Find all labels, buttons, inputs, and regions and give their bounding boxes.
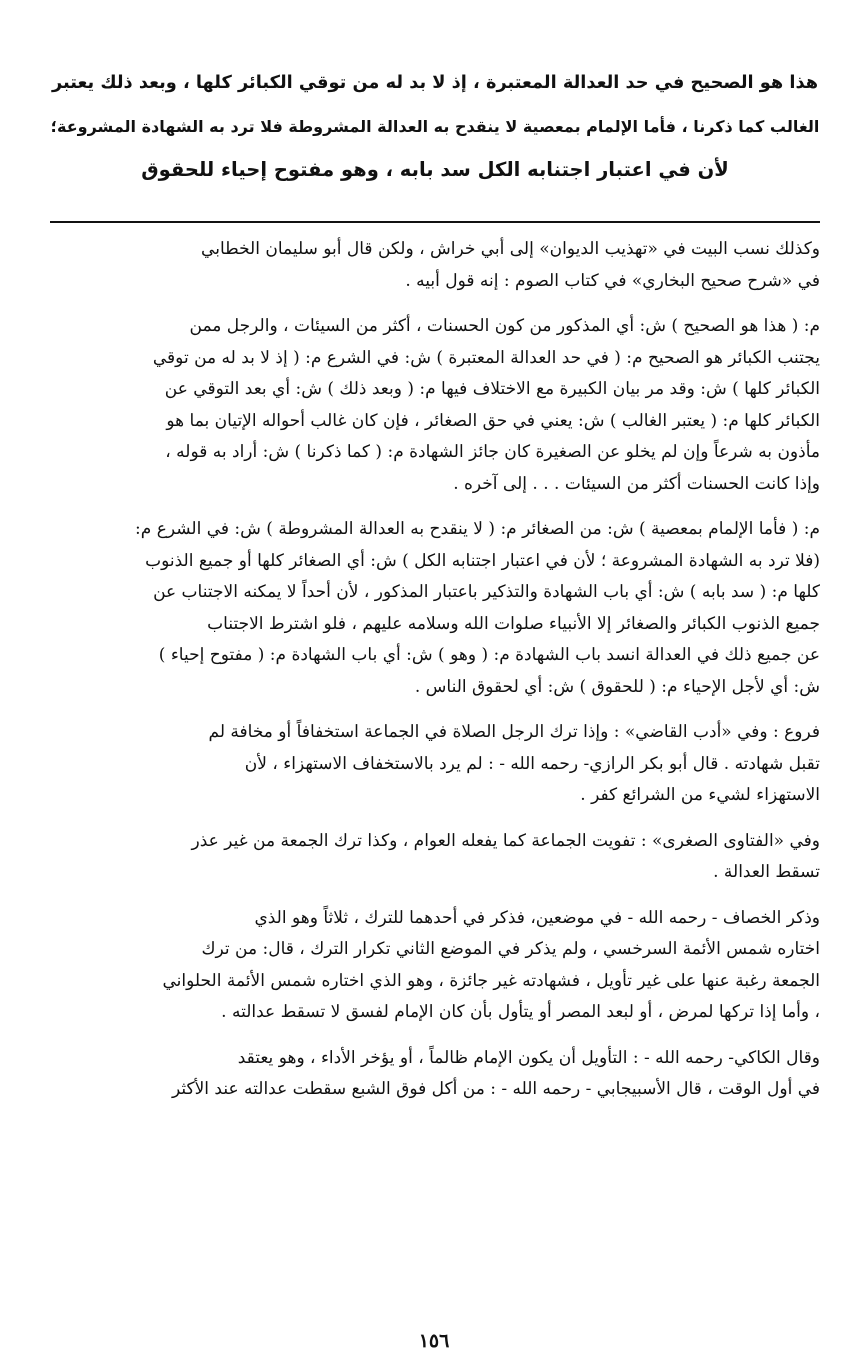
commentary-line: (فلا ترد به الشهادة المشروعة ؛ لأن في اعتبار اجتنابه الكل ) ش: أي الصغائر كلها أو جميع الذنوب bbox=[145, 550, 820, 571]
commentary-paragraph bbox=[50, 1043, 820, 1106]
commentary-line: في أول الوقت ، قال الأسبيجابي - رحمه الله - : من أكل فوق الشبع سقطت عدالته عند الأكثر bbox=[172, 1079, 820, 1099]
commentary-line: في «شرح صحيح البخاري» في كتاب الصوم : إنه قول أبيه . bbox=[405, 270, 820, 291]
main-text-line: الغالب كما ذكرنا ، فأما الإلمام بمعصية لا ينقدح به العدالة المشروطة فلا ترد به الشهادة المشروعة؛ bbox=[50, 117, 820, 136]
commentary-line: الكبائر كلها ) ش: وقد مر بيان الكبيرة مع الاختلاف فيها م: ( وبعد ذلك ) ش: أي بعد التوقي عن bbox=[164, 379, 820, 399]
commentary-line: الاستهزاء لشيء من الشرائع كفر . bbox=[580, 785, 820, 805]
commentary-line: وقال الكاكي- رحمه الله - : التأويل أن يكون الإمام ظالماً ، أو يؤخر الأداء ، وهو يعتقد bbox=[237, 1047, 820, 1068]
commentary-line: فروع : وفي «أدب القاضي» : وإذا ترك الرجل الصلاة في الجماعة استخفافاً أو مخافة لم bbox=[208, 722, 820, 742]
commentary-line: وكذلك نسب البيت في «تهذيب الديوان» إلى أبي خراش ، ولكن قال أبو سليمان الخطابي bbox=[201, 239, 820, 259]
commentary-line: تسقط العدالة . bbox=[713, 862, 820, 882]
main-text bbox=[50, 62, 820, 191]
page-number: ١٥٦ bbox=[418, 1330, 450, 1352]
commentary-line: وذكر الخصاف - رحمه الله - في موضعين، فذكر في أحدهما للترك ، ثلاثاً وهو الذي bbox=[254, 907, 820, 928]
commentary-line: كلها م: ( سد بابه ) ش: أي باب الشهادة والتذكير باعتبار المذكور ، لأن أحداً لا يمكنه الاجتناب عن bbox=[153, 582, 820, 602]
commentary-line: عن جميع ذلك في العدالة انسد باب الشهادة م: ( وهو ) ش: أي باب الشهادة م: ( مفتوح إحياء ) bbox=[158, 645, 820, 665]
commentary-paragraph bbox=[50, 826, 820, 889]
commentary-paragraph bbox=[50, 234, 820, 297]
commentary-line: ش: أي لأجل الإحياء م: ( للحقوق ) ش: أي لحقوق الناس . bbox=[414, 676, 820, 697]
commentary bbox=[50, 234, 820, 1120]
commentary-paragraph bbox=[50, 903, 820, 1029]
commentary-line: وإذا كانت الحسنات أكثر من السيئات . . . إلى آخره . bbox=[453, 473, 820, 494]
main-text-line: لأن في اعتبار اجتنابه الكل سد بابه ، وهو مفتوح إحياء للحقوق bbox=[141, 158, 729, 181]
commentary-line: الجمعة رغبة عنها على غير تأويل ، فشهادته غير جائزة ، وهو الذي اختاره شمس الأئمة الحلواني bbox=[162, 970, 820, 991]
commentary-line: الكبائر كلها م: ( يعتبر الغالب ) ش: يعني في حق الصغائر ، فإن كان غالب أحواله الإتيان بما هو bbox=[166, 410, 820, 431]
separator-rule bbox=[50, 221, 820, 223]
commentary-line: يجتنب الكبائر هو الصحيح م: ( في حد العدالة المعتبرة ) ش: في الشرع م: ( إذ لا بد له من توقي bbox=[152, 347, 820, 368]
commentary-line: اختاره شمس الأئمة السرخسي ، ولم يذكر في الموضع الثاني تكرار الترك ، قال: من ترك bbox=[201, 939, 820, 959]
commentary-line: ، وأما إذا تركها لمرض ، أو لبعد المصر أو يتأول بأن كان الإمام لفسق لا تسقط عدالته . bbox=[221, 1002, 820, 1022]
commentary-paragraph bbox=[50, 311, 820, 500]
commentary-line: جميع الذنوب الكبائر والصغائر إلا الأنبياء صلوات الله وسلامه عليهم ، فلو اشترط الاجتناب bbox=[207, 613, 820, 634]
commentary-line: وفي «الفتاوى الصغرى» : تفويت الجماعة كما يفعله العوام ، وكذا ترك الجمعة من غير عذر bbox=[191, 830, 820, 851]
commentary-paragraph bbox=[50, 514, 820, 703]
main-text-line: هذا هو الصحيح في حد العدالة المعتبرة ، إذ لا بد له من توقي الكبائر كلها ، وبعد ذلك يعتبر bbox=[51, 73, 819, 93]
commentary-paragraph bbox=[50, 717, 820, 812]
commentary-line: مأذون به شرعاً وإن لم يخلو عن الصغيرة كان جائز الشهادة م: ( كما ذكرنا ) ش: أراد به قوله ، bbox=[165, 442, 820, 462]
commentary-line: تقبل شهادته . قال أبو بكر الرازي- رحمه الله - : لم يرد بالاستخفاف الاستهزاء ، لأن bbox=[244, 753, 820, 774]
commentary-line: م: ( هذا هو الصحيح ) ش: أي المذكور من كون الحسنات ، أكثر من السيئات ، والرجل ممن bbox=[189, 316, 820, 336]
commentary-line: م: ( فأما الإلمام بمعصية ) ش: من الصغائر م: ( لا ينقدح به العدالة المشروطة ) ش: في الشرع م: bbox=[135, 519, 820, 539]
